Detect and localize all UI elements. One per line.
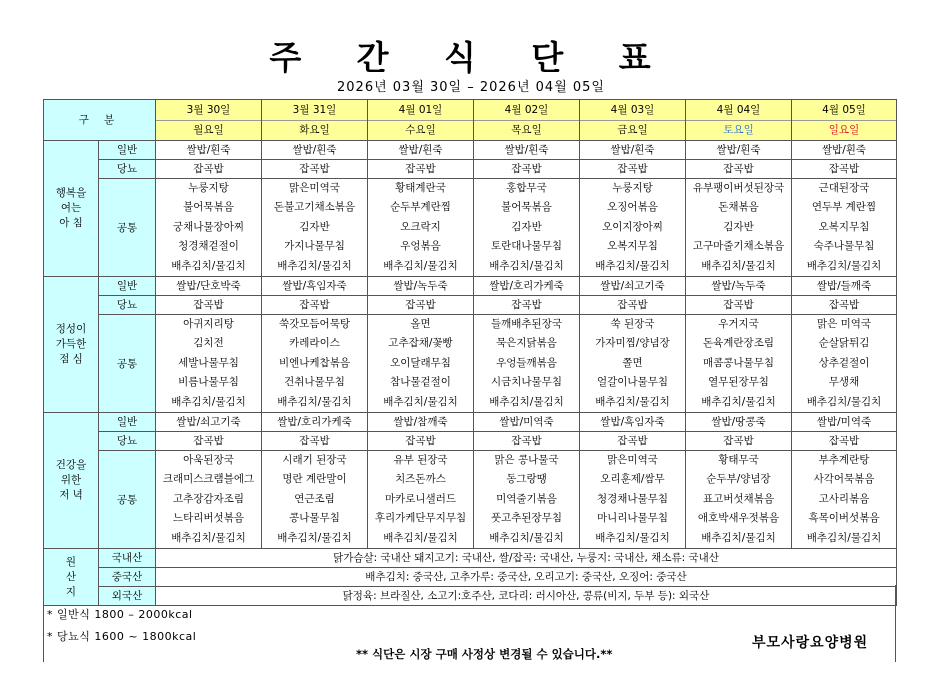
menu-item: 후리가케단무지무침 bbox=[374, 512, 467, 525]
menu-item: 배추김치/물김치 bbox=[806, 531, 882, 544]
general-menu: 쌀밥/녹두죽 bbox=[368, 277, 474, 296]
common-menu-cell bbox=[686, 451, 792, 549]
common-menu-cell bbox=[474, 179, 580, 277]
general-label: 일반 bbox=[99, 277, 156, 296]
diabetic-menu: 잡곡밥 bbox=[686, 432, 792, 451]
menu-item: 홍합무국 bbox=[506, 182, 547, 195]
menu-item: 시금치나물무침 bbox=[490, 376, 562, 389]
day-header bbox=[686, 100, 792, 141]
menu-item: 유부팽이버섯된장국 bbox=[692, 182, 785, 195]
menu-item: 올면 bbox=[410, 318, 431, 331]
general-menu: 쌀밥/흑임자죽 bbox=[580, 413, 686, 432]
menu-item: 미역줄기볶음 bbox=[496, 492, 557, 505]
menu-item: 사각어묵볶음 bbox=[813, 473, 875, 486]
menu-item: 배추김치/물김치 bbox=[383, 259, 458, 272]
day-date: 3월 30일 bbox=[156, 100, 261, 121]
menu-item: 돈육계란장조림 bbox=[702, 337, 774, 350]
menu-item: 궁채나물장아찌 bbox=[172, 220, 244, 233]
menu-item: 배추김치/물김치 bbox=[383, 531, 458, 544]
common-menu-cell bbox=[474, 451, 580, 549]
common-menu-cell bbox=[792, 179, 897, 277]
general-menu: 쌀밥/단호박죽 bbox=[156, 277, 262, 296]
day-weekday: 일요일 bbox=[828, 124, 860, 136]
menu-item: 오리훈제/쌈무 bbox=[600, 473, 665, 486]
general-menu: 쌀밥/흑임자죽 bbox=[262, 277, 368, 296]
general-menu: 쌀밥/쇠고기죽 bbox=[580, 277, 686, 296]
common-menu-cell bbox=[262, 179, 368, 277]
menu-item: 청경채겉절이 bbox=[178, 240, 239, 253]
diabetic-menu: 잡곡밥 bbox=[368, 160, 474, 179]
diabetic-menu: 잡곡밥 bbox=[156, 160, 262, 179]
menu-item: 우엉볶음 bbox=[400, 240, 441, 253]
menu-item: 누룽지탕 bbox=[612, 182, 653, 195]
menu-item: 우엉들깨볶음 bbox=[496, 356, 557, 369]
common-menu-cell bbox=[368, 315, 474, 413]
general-menu: 쌀밥/호리가케죽 bbox=[262, 413, 368, 432]
menu-item: 묵은지닭볶음 bbox=[496, 337, 557, 350]
day-date: 4월 05일 bbox=[792, 100, 896, 121]
menu-item: 배추김치/물김치 bbox=[701, 259, 776, 272]
common-menu-cell bbox=[686, 315, 792, 413]
general-label: 일반 bbox=[99, 141, 156, 160]
menu-item: 마카로니샐러드 bbox=[384, 492, 456, 505]
common-label: 공통 bbox=[99, 179, 156, 277]
day-date: 4월 01일 bbox=[368, 100, 473, 121]
header-gubun: 구 분 bbox=[44, 100, 156, 141]
day-weekday: 화요일 bbox=[299, 124, 330, 136]
menu-item: 오복지무침 bbox=[818, 220, 870, 233]
menu-item: 세발나물무침 bbox=[178, 356, 239, 369]
general-menu: 쌀밥/미역죽 bbox=[792, 413, 897, 432]
common-menu-cell bbox=[792, 315, 897, 413]
menu-item: 들깨배추된장국 bbox=[490, 318, 562, 331]
origin-label: 원 산 지 bbox=[44, 549, 99, 606]
diabetic-menu: 잡곡밥 bbox=[368, 432, 474, 451]
menu-item: 연두부 계란찜 bbox=[811, 201, 877, 214]
diabetic-menu: 잡곡밥 bbox=[686, 160, 792, 179]
day-header bbox=[368, 100, 474, 141]
menu-item: 쑥 된장국 bbox=[610, 318, 655, 331]
general-menu: 쌀밥/흰죽 bbox=[368, 141, 474, 160]
general-label: 일반 bbox=[99, 413, 156, 432]
menu-table bbox=[43, 99, 897, 606]
common-menu-cell bbox=[156, 451, 262, 549]
common-menu-cell bbox=[156, 315, 262, 413]
menu-item: 불어묵볶음 bbox=[501, 201, 552, 214]
general-menu: 쌀밥/땅콩죽 bbox=[686, 413, 792, 432]
menu-item: 비엔나케찹볶음 bbox=[278, 356, 350, 369]
menu-item: 콩나물무침 bbox=[289, 512, 340, 525]
menu-item: 치즈돈까스 bbox=[395, 473, 446, 486]
menu-item: 고추장감자조림 bbox=[172, 492, 244, 505]
menu-item: 배추김치/물김치 bbox=[701, 531, 776, 544]
menu-item: 시래기 된장국 bbox=[282, 454, 347, 467]
day-weekday: 토요일 bbox=[723, 124, 754, 136]
general-menu: 쌀밥/흰죽 bbox=[580, 141, 686, 160]
menu-item: 배추김치/물김치 bbox=[171, 531, 246, 544]
menu-item: 건취나물무침 bbox=[284, 376, 345, 389]
day-header bbox=[156, 100, 262, 141]
menu-item: 누룽지탕 bbox=[188, 182, 229, 195]
diabetic-menu: 잡곡밥 bbox=[792, 296, 897, 315]
diabetic-menu: 잡곡밥 bbox=[156, 296, 262, 315]
diabetic-menu: 잡곡밥 bbox=[474, 160, 580, 179]
menu-item: 오크락지 bbox=[400, 220, 441, 233]
menu-item: 돈불고기채소볶음 bbox=[273, 201, 356, 214]
general-menu: 쌀밥/흰죽 bbox=[792, 141, 897, 160]
diabetic-label: 당뇨 bbox=[99, 160, 156, 179]
menu-item: 고구마줄기채소볶음 bbox=[692, 240, 785, 253]
general-menu: 쌀밥/흰죽 bbox=[686, 141, 792, 160]
common-menu-cell bbox=[368, 451, 474, 549]
origin-country: 중국산 bbox=[99, 568, 156, 587]
menu-item: 김치전 bbox=[193, 337, 224, 350]
general-menu: 쌀밥/흰죽 bbox=[262, 141, 368, 160]
origin-text: 배추김치: 중국산, 고추가루: 중국산, 오리고기: 중국산, 오징어: 중국산 bbox=[156, 568, 897, 587]
frame-right-border bbox=[895, 585, 896, 662]
diabetic-label: 당뇨 bbox=[99, 296, 156, 315]
menu-item: 배추김치/물김치 bbox=[171, 259, 246, 272]
day-weekday: 월요일 bbox=[193, 124, 224, 136]
menu-item: 배추김치/물김치 bbox=[277, 259, 352, 272]
menu-item: 맑은 콩나물국 bbox=[494, 454, 559, 467]
menu-item: 표고버섯채볶음 bbox=[702, 492, 774, 505]
menu-item: 맑은미역국 bbox=[607, 454, 658, 467]
menu-item: 오이지장아찌 bbox=[602, 220, 663, 233]
common-label: 공통 bbox=[99, 315, 156, 413]
hospital-name: 부모사랑요양병원 bbox=[752, 635, 869, 651]
date-range: 2026년 03월 30일 – 2026년 04월 05일 bbox=[337, 80, 605, 95]
menu-item: 배추김치/물김치 bbox=[489, 259, 564, 272]
menu-item: 배추김치/물김치 bbox=[489, 531, 564, 544]
day-header bbox=[792, 100, 897, 141]
common-label: 공통 bbox=[99, 451, 156, 549]
menu-item: 애호박새우젓볶음 bbox=[697, 512, 780, 525]
menu-item: 김자반 bbox=[299, 220, 330, 233]
menu-item: 배추김치/물김치 bbox=[595, 531, 670, 544]
general-menu: 쌀밥/들깨죽 bbox=[792, 277, 897, 296]
menu-item: 돈채볶음 bbox=[718, 201, 759, 214]
frame-left-border bbox=[43, 585, 44, 662]
menu-item: 오징어볶음 bbox=[607, 201, 658, 214]
diabetic-menu: 잡곡밥 bbox=[156, 432, 262, 451]
menu-item: 배추김치/물김치 bbox=[383, 395, 458, 408]
menu-item: 배추김치/물김치 bbox=[277, 395, 352, 408]
menu-item: 쑥갓모듬어묵탕 bbox=[278, 318, 350, 331]
meal-label: 건강을 위한 저 녁 bbox=[44, 413, 99, 549]
menu-item: 순두부계란찜 bbox=[390, 201, 451, 214]
meal-label: 정성이 가득한 점 심 bbox=[44, 277, 99, 413]
diabetic-menu: 잡곡밥 bbox=[686, 296, 792, 315]
common-menu-cell bbox=[580, 451, 686, 549]
menu-item: 동그랑땡 bbox=[506, 473, 547, 486]
menu-item: 김자반 bbox=[723, 220, 754, 233]
menu-item: 우거지국 bbox=[718, 318, 759, 331]
menu-item: 고사리볶음 bbox=[818, 492, 870, 505]
diabetic-menu: 잡곡밥 bbox=[580, 160, 686, 179]
menu-item: 오복지무침 bbox=[607, 240, 658, 253]
menu-item: 숙주나물무침 bbox=[813, 240, 875, 253]
menu-item: 얼갈이나물무침 bbox=[596, 376, 668, 389]
common-menu-cell bbox=[368, 179, 474, 277]
day-header bbox=[262, 100, 368, 141]
origin-country: 국내산 bbox=[99, 549, 156, 568]
menu-item: 쫄면 bbox=[622, 356, 643, 369]
menu-item: 유부 된장국 bbox=[393, 454, 448, 467]
menu-item: 아귀지리탕 bbox=[183, 318, 234, 331]
general-menu: 쌀밥/참깨죽 bbox=[368, 413, 474, 432]
origin-country: 외국산 bbox=[99, 587, 156, 606]
menu-item: 오이달래무침 bbox=[390, 356, 451, 369]
menu-item: 크래미스크램블에그 bbox=[162, 473, 255, 486]
menu-item: 느타리버섯볶음 bbox=[172, 512, 244, 525]
menu-item: 배추김치/물김치 bbox=[595, 395, 670, 408]
origin-text: 닭정육: 브라질산, 소고기:호주산, 코다리: 러시아산, 콩류(비지, 두부 등): 외국산 bbox=[156, 587, 897, 606]
general-menu: 쌀밥/녹두죽 bbox=[686, 277, 792, 296]
day-weekday: 목요일 bbox=[511, 124, 542, 136]
note-diabetic-kcal: * 당뇨식 1600 ~ 1800kcal bbox=[47, 630, 197, 643]
day-date: 3월 31일 bbox=[262, 100, 367, 121]
common-menu-cell bbox=[262, 451, 368, 549]
menu-item: 맑은 미역국 bbox=[816, 318, 872, 331]
menu-item: 근대된장국 bbox=[818, 182, 870, 195]
menu-item: 아욱된장국 bbox=[183, 454, 234, 467]
general-menu: 쌀밥/흰죽 bbox=[474, 141, 580, 160]
menu-item: 황태무국 bbox=[718, 454, 759, 467]
day-weekday: 금요일 bbox=[617, 124, 648, 136]
diabetic-menu: 잡곡밥 bbox=[262, 432, 368, 451]
diabetic-menu: 잡곡밥 bbox=[368, 296, 474, 315]
menu-item: 배추김치/물김치 bbox=[171, 395, 246, 408]
menu-item: 흑목이버섯볶음 bbox=[808, 512, 880, 525]
change-notice: ** 식단은 시장 구매 사정상 변경될 수 있습니다.** bbox=[356, 647, 613, 661]
diabetic-menu: 잡곡밥 bbox=[792, 432, 897, 451]
day-header bbox=[580, 100, 686, 141]
general-menu: 쌀밥/미역죽 bbox=[474, 413, 580, 432]
menu-item: 고추잡채/꽃빵 bbox=[388, 337, 453, 350]
diabetic-menu: 잡곡밥 bbox=[474, 432, 580, 451]
general-menu: 쌀밥/호리가케죽 bbox=[474, 277, 580, 296]
diabetic-menu: 잡곡밥 bbox=[262, 296, 368, 315]
menu-item: 풋고추된장무침 bbox=[490, 512, 562, 525]
menu-item: 명란 계란말이 bbox=[282, 473, 347, 486]
menu-item: 매콤콩나물무침 bbox=[702, 356, 774, 369]
day-weekday: 수요일 bbox=[405, 124, 436, 136]
menu-item: 토란대나물무침 bbox=[490, 240, 562, 253]
day-date: 4월 03일 bbox=[580, 100, 685, 121]
menu-item: 배추김치/물김치 bbox=[701, 395, 776, 408]
page-title: 주 간 식 단 표 bbox=[269, 38, 673, 77]
menu-item: 비름나물무침 bbox=[178, 376, 239, 389]
common-menu-cell bbox=[474, 315, 580, 413]
diabetic-menu: 잡곡밥 bbox=[580, 432, 686, 451]
diabetic-menu: 잡곡밥 bbox=[262, 160, 368, 179]
common-menu-cell bbox=[580, 179, 686, 277]
common-menu-cell bbox=[686, 179, 792, 277]
menu-item: 김자반 bbox=[511, 220, 542, 233]
menu-item: 배추김치/물김치 bbox=[595, 259, 670, 272]
menu-item: 가지나물무침 bbox=[284, 240, 345, 253]
meal-label: 행복을 여는 아 침 bbox=[44, 141, 99, 277]
menu-item: 연근조림 bbox=[294, 492, 335, 505]
menu-item: 부추계란탕 bbox=[818, 454, 870, 467]
common-menu-cell bbox=[156, 179, 262, 277]
menu-item: 배추김치/물김치 bbox=[806, 259, 882, 272]
day-date: 4월 02일 bbox=[474, 100, 579, 121]
day-header bbox=[474, 100, 580, 141]
diabetic-menu: 잡곡밥 bbox=[474, 296, 580, 315]
note-general-kcal: * 일반식 1800 – 2000kcal bbox=[47, 608, 193, 621]
menu-item: 가자미찜/양념장 bbox=[595, 337, 670, 350]
common-menu-cell bbox=[580, 315, 686, 413]
diabetic-menu: 잡곡밥 bbox=[580, 296, 686, 315]
menu-item: 열무된장무침 bbox=[708, 376, 769, 389]
diabetic-menu: 잡곡밥 bbox=[792, 160, 897, 179]
general-menu: 쌀밥/흰죽 bbox=[156, 141, 262, 160]
general-menu: 쌀밥/쇠고기죽 bbox=[156, 413, 262, 432]
menu-item: 배추김치/물김치 bbox=[489, 395, 564, 408]
day-date: 4월 04일 bbox=[686, 100, 791, 121]
menu-item: 불어묵볶음 bbox=[183, 201, 234, 214]
menu-item: 마니리나물무침 bbox=[596, 512, 668, 525]
menu-item: 맑은미역국 bbox=[289, 182, 340, 195]
menu-item: 무생채 bbox=[828, 376, 860, 389]
menu-item: 청경채나물무침 bbox=[596, 492, 668, 505]
menu-item: 순두부/양념장 bbox=[706, 473, 771, 486]
menu-item: 카레라이스 bbox=[289, 337, 340, 350]
origin-text: 닭가슴살: 국내산 돼지고기: 국내산, 쌀/잡곡: 국내산, 누룽지: 국내산, 채소류: 국내산 bbox=[156, 549, 897, 568]
menu-item: 황태계란국 bbox=[395, 182, 446, 195]
common-menu-cell bbox=[262, 315, 368, 413]
menu-item: 배추김치/물김치 bbox=[806, 395, 882, 408]
diabetic-label: 당뇨 bbox=[99, 432, 156, 451]
common-menu-cell bbox=[792, 451, 897, 549]
menu-item: 순살닭튀김 bbox=[818, 337, 870, 350]
menu-item: 배추김치/물김치 bbox=[277, 531, 352, 544]
menu-item: 참나물겉절이 bbox=[390, 376, 451, 389]
menu-item: 상추겉절이 bbox=[818, 356, 870, 369]
